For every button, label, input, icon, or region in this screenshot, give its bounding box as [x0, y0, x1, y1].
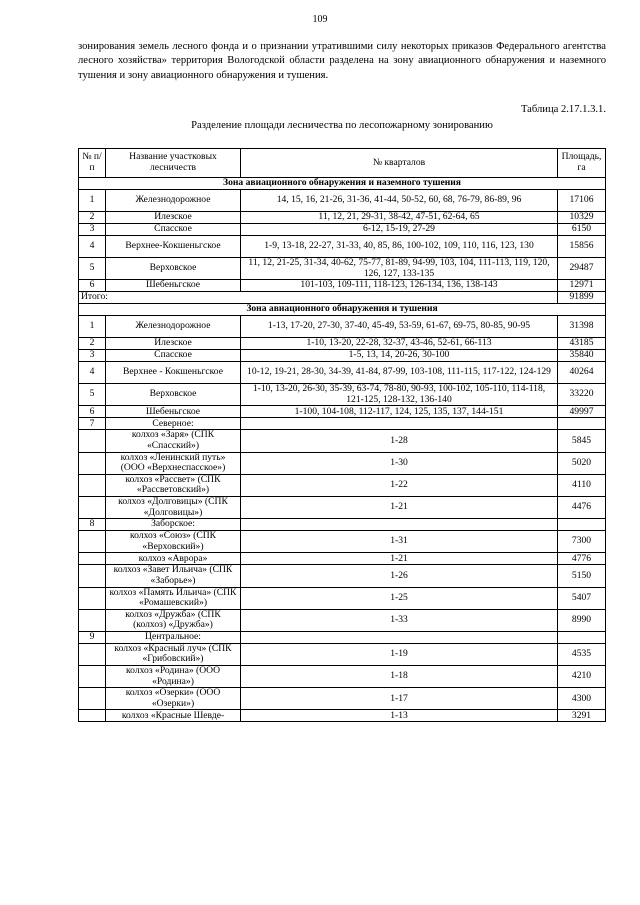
row-num: 2 — [79, 212, 106, 224]
row-num: 1 — [79, 316, 106, 338]
row-quarters: 1-10, 13-20, 26-30, 35-39, 63-74, 78-80, 90-93, 100-102, 105-110, 114-118, 121-125, 128-132, 136-140 — [241, 384, 558, 406]
row-quarters: 1-21 — [241, 553, 558, 565]
row-name: колхоз «Красные Шевде- — [106, 710, 241, 722]
row-quarters: 10-12, 19-21, 28-30, 34-39, 41-84, 87-99, 103-108, 111-115, 117-122, 124-129 — [241, 362, 558, 384]
row-name: колхоз «Долговицы» (СПК «Долговицы») — [106, 496, 241, 518]
table-row — [79, 236, 606, 258]
row-quarters: 1-31 — [241, 531, 558, 553]
group-name: Северное: — [106, 418, 241, 430]
row-quarters: 11, 12, 21, 29-31, 38-42, 47-51, 62-64, 65 — [241, 212, 558, 224]
row-quarters: 11, 12, 21-25, 31-34, 40-62, 75-77, 81-89, 94-99, 103, 104, 111-113, 119, 120, 126, 127, 133-135 — [241, 258, 558, 280]
row-name: Илезское — [106, 212, 241, 224]
table-row — [79, 531, 606, 553]
group-num: 8 — [79, 519, 106, 531]
row-name: колхоз «Родина» (ООО «Родина») — [106, 666, 241, 688]
row-num: 5 — [79, 384, 106, 406]
row-name: колхоз «Память Ильича» (СПК «Ромашевский») — [106, 587, 241, 609]
row-area: 33220 — [558, 384, 606, 406]
table-row — [79, 338, 606, 350]
row-quarters: 1-10, 13-20, 22-28, 32-37, 43-46, 52-61, 66-113 — [241, 338, 558, 350]
table-row — [79, 496, 606, 518]
row-name: колхоз «Дружба» (СПК (колхоз) «Дружба») — [106, 609, 241, 631]
row-quarters: 101-103, 109-111, 118-123, 126-134, 136, 138-143 — [241, 280, 558, 292]
zone-heading-row — [79, 178, 606, 190]
row-area: 29487 — [558, 258, 606, 280]
table-row — [79, 316, 606, 338]
row-quarters: 1-22 — [241, 474, 558, 496]
row-quarters: 1-13, 17-20, 27-30, 37-40, 45-49, 53-59, 61-67, 69-75, 80-85, 90-95 — [241, 316, 558, 338]
row-area: 4110 — [558, 474, 606, 496]
row-quarters: 1-9, 13-18, 22-27, 31-33, 40, 85, 86, 100-102, 109, 110, 116, 123, 130 — [241, 236, 558, 258]
row-num: 4 — [79, 236, 106, 258]
row-quarters: 1-25 — [241, 587, 558, 609]
zoning-table — [78, 148, 606, 722]
row-quarters: 1-33 — [241, 609, 558, 631]
row-area: 10329 — [558, 212, 606, 224]
row-area: 3291 — [558, 710, 606, 722]
row-quarters: 6-12, 15-19, 27-29 — [241, 224, 558, 236]
zone2-title: Зона авиационного обнаружения и тушения — [79, 304, 606, 316]
table-row — [79, 280, 606, 292]
row-num: 2 — [79, 338, 106, 350]
group-heading-row — [79, 519, 606, 531]
row-name: Спасское — [106, 350, 241, 362]
row-name: Железнодорожное — [106, 316, 241, 338]
table-header-row — [79, 149, 606, 178]
table-row — [79, 565, 606, 587]
row-quarters: 1-5, 13, 14, 20-26, 30-100 — [241, 350, 558, 362]
row-num: 1 — [79, 190, 106, 212]
row-name: Шебеньгское — [106, 406, 241, 418]
header-quarters: № кварталов — [241, 149, 558, 178]
row-num: 4 — [79, 362, 106, 384]
row-area: 4535 — [558, 643, 606, 665]
row-num: 3 — [79, 350, 106, 362]
zone-heading-row — [79, 304, 606, 316]
table-row — [79, 609, 606, 631]
row-area: 5407 — [558, 587, 606, 609]
row-name: колхоз «Союз» (СПК «Верховский») — [106, 531, 241, 553]
row-name: Верхнее - Кокшеньгское — [106, 362, 241, 384]
table-row — [79, 474, 606, 496]
group-num: 9 — [79, 631, 106, 643]
page-number: 109 — [312, 14, 328, 25]
row-area: 49997 — [558, 406, 606, 418]
row-area: 4300 — [558, 688, 606, 710]
row-area: 4776 — [558, 553, 606, 565]
header-area: Площадь, га — [558, 149, 606, 178]
row-area: 5845 — [558, 430, 606, 452]
table-row — [79, 688, 606, 710]
row-area: 6150 — [558, 224, 606, 236]
row-area: 4210 — [558, 666, 606, 688]
row-area: 15856 — [558, 236, 606, 258]
group-name: Заборское: — [106, 519, 241, 531]
row-quarters: 1-26 — [241, 565, 558, 587]
zone1-title: Зона авиационного обнаружения и наземного тушения — [79, 178, 606, 190]
row-num: 6 — [79, 280, 106, 292]
row-name: колхоз «Заря» (СПК «Спасский») — [106, 430, 241, 452]
row-quarters: 1-21 — [241, 496, 558, 518]
header-name: Название участковых лесничеств — [106, 149, 241, 178]
group-heading-row — [79, 631, 606, 643]
row-num: 5 — [79, 258, 106, 280]
row-quarters: 1-17 — [241, 688, 558, 710]
row-area: 43185 — [558, 338, 606, 350]
total-row — [79, 292, 606, 304]
row-quarters: 1-30 — [241, 452, 558, 474]
table-row — [79, 362, 606, 384]
table-row — [79, 710, 606, 722]
table-row — [79, 406, 606, 418]
table-row — [79, 384, 606, 406]
row-quarters: 1-100, 104-108, 112-117, 124, 125, 135, 137, 144-151 — [241, 406, 558, 418]
row-area: 5150 — [558, 565, 606, 587]
row-name: колхоз «Ленинский путь» (ООО «Верхнеспасское») — [106, 452, 241, 474]
header-num: № п/п — [79, 149, 106, 178]
table-row — [79, 587, 606, 609]
row-name: Железнодорожное — [106, 190, 241, 212]
row-quarters: 1-13 — [241, 710, 558, 722]
total-label: Итого: — [79, 292, 558, 304]
table-title: Разделение площади лесничества по лесопожарному зонированию — [191, 120, 493, 131]
row-quarters: 14, 15, 16, 21-26, 31-36, 41-44, 50-52, 60, 68, 76-79, 86-89, 96 — [241, 190, 558, 212]
row-quarters: 1-28 — [241, 430, 558, 452]
row-num: 3 — [79, 224, 106, 236]
table-row — [79, 212, 606, 224]
row-area: 40264 — [558, 362, 606, 384]
intro-paragraph: зонирования земель лесного фонда и о признании утратившими силу некоторых приказов Федерального агентства лесного хозяйства» территория Вологодской области разделена на зону авиационного обнаружения и наземного тушения и зону авиационного обнаружения и тушения. — [78, 41, 606, 81]
table-row — [79, 350, 606, 362]
row-name: колхоз «Красный луч» (СПК «Грибовский») — [106, 643, 241, 665]
row-name: Верховское — [106, 384, 241, 406]
table-label: Таблица 2.17.1.3.1. — [520, 104, 606, 115]
table-row — [79, 430, 606, 452]
row-quarters: 1-18 — [241, 666, 558, 688]
row-area: 8990 — [558, 609, 606, 631]
row-quarters: 1-19 — [241, 643, 558, 665]
row-area: 17106 — [558, 190, 606, 212]
table-row — [79, 643, 606, 665]
row-area: 12971 — [558, 280, 606, 292]
table-row — [79, 666, 606, 688]
group-heading-row — [79, 418, 606, 430]
table-row — [79, 258, 606, 280]
row-area: 35840 — [558, 350, 606, 362]
row-name: Илезское — [106, 338, 241, 350]
row-name: Спасское — [106, 224, 241, 236]
row-name: Верхнее-Кокшеньгское — [106, 236, 241, 258]
table-row — [79, 190, 606, 212]
row-area: 31398 — [558, 316, 606, 338]
row-name: колхоз «Рассвет» (СПК «Рассветовский») — [106, 474, 241, 496]
table-row — [79, 553, 606, 565]
row-name: колхоз «Завет Ильича» (СПК «Заборье») — [106, 565, 241, 587]
row-name: колхоз «Озерки» (ООО «Озерки») — [106, 688, 241, 710]
table-row — [79, 224, 606, 236]
row-name: Верховское — [106, 258, 241, 280]
table-row — [79, 452, 606, 474]
total-value: 91899 — [558, 292, 606, 304]
row-name: колхоз «Аврора» — [106, 553, 241, 565]
row-name: Шебеньгское — [106, 280, 241, 292]
row-num: 6 — [79, 406, 106, 418]
group-num: 7 — [79, 418, 106, 430]
row-area: 4476 — [558, 496, 606, 518]
row-area: 5020 — [558, 452, 606, 474]
group-name: Центральное: — [106, 631, 241, 643]
row-area: 7300 — [558, 531, 606, 553]
